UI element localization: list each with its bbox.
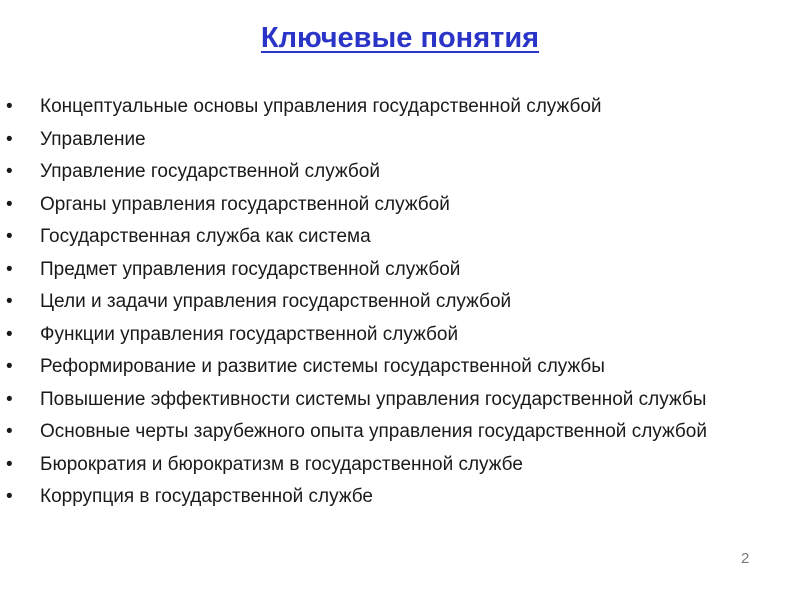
bullet-icon: • [6, 128, 13, 150]
list-item [0, 159, 800, 185]
list-item [0, 354, 800, 380]
list-item-text: Управление [40, 128, 146, 150]
key-concepts-list [0, 94, 800, 517]
list-item [0, 257, 800, 283]
bullet-icon: • [6, 323, 13, 345]
list-item [0, 452, 800, 478]
list-item [0, 192, 800, 218]
list-item [0, 224, 800, 250]
list-item-text: Основные черты зарубежного опыта управления государственной службой [40, 421, 707, 442]
bullet-icon: • [6, 291, 13, 312]
bullet-icon: • [6, 388, 13, 410]
bullet-icon: • [6, 486, 13, 507]
list-item-text: Функции управления государственной службой [40, 323, 459, 345]
bullet-icon: • [6, 193, 13, 215]
list-item [0, 387, 800, 413]
list-item-text: Предмет управления государственной службой [40, 258, 461, 280]
list-item-text: Коррупция в государственной службе [40, 486, 374, 507]
bullet-icon: • [6, 96, 13, 117]
bullet-icon: • [6, 226, 13, 247]
bullet-icon: • [6, 421, 13, 442]
list-item-text: Цели и задачи управления государственной службой [40, 291, 512, 312]
list-item-text: Повышение эффективности системы управления государственной службы [40, 388, 707, 410]
slide-title: Ключевые понятия [260, 22, 540, 54]
bullet-icon: • [6, 356, 13, 377]
list-item-text: Управление государственной службой [40, 161, 380, 182]
list-item-text: Концептуальные основы управления государственной службой [40, 96, 602, 117]
list-item [0, 419, 800, 445]
list-item [0, 94, 800, 120]
list-item [0, 127, 800, 153]
bullet-icon: • [6, 161, 13, 182]
bullet-icon: • [6, 453, 13, 475]
list-item-text: Бюрократия и бюрократизм в государственной службе [40, 453, 523, 475]
list-item [0, 322, 800, 348]
list-item [0, 484, 800, 510]
list-item-text: Реформирование и развитие системы государственной службы [40, 356, 605, 377]
list-item-text: Государственная служба как система [40, 226, 371, 247]
list-item-text: Органы управления государственной службой [40, 193, 450, 215]
list-item [0, 289, 800, 315]
page-number: 2 [741, 550, 750, 567]
bullet-icon: • [6, 258, 13, 280]
